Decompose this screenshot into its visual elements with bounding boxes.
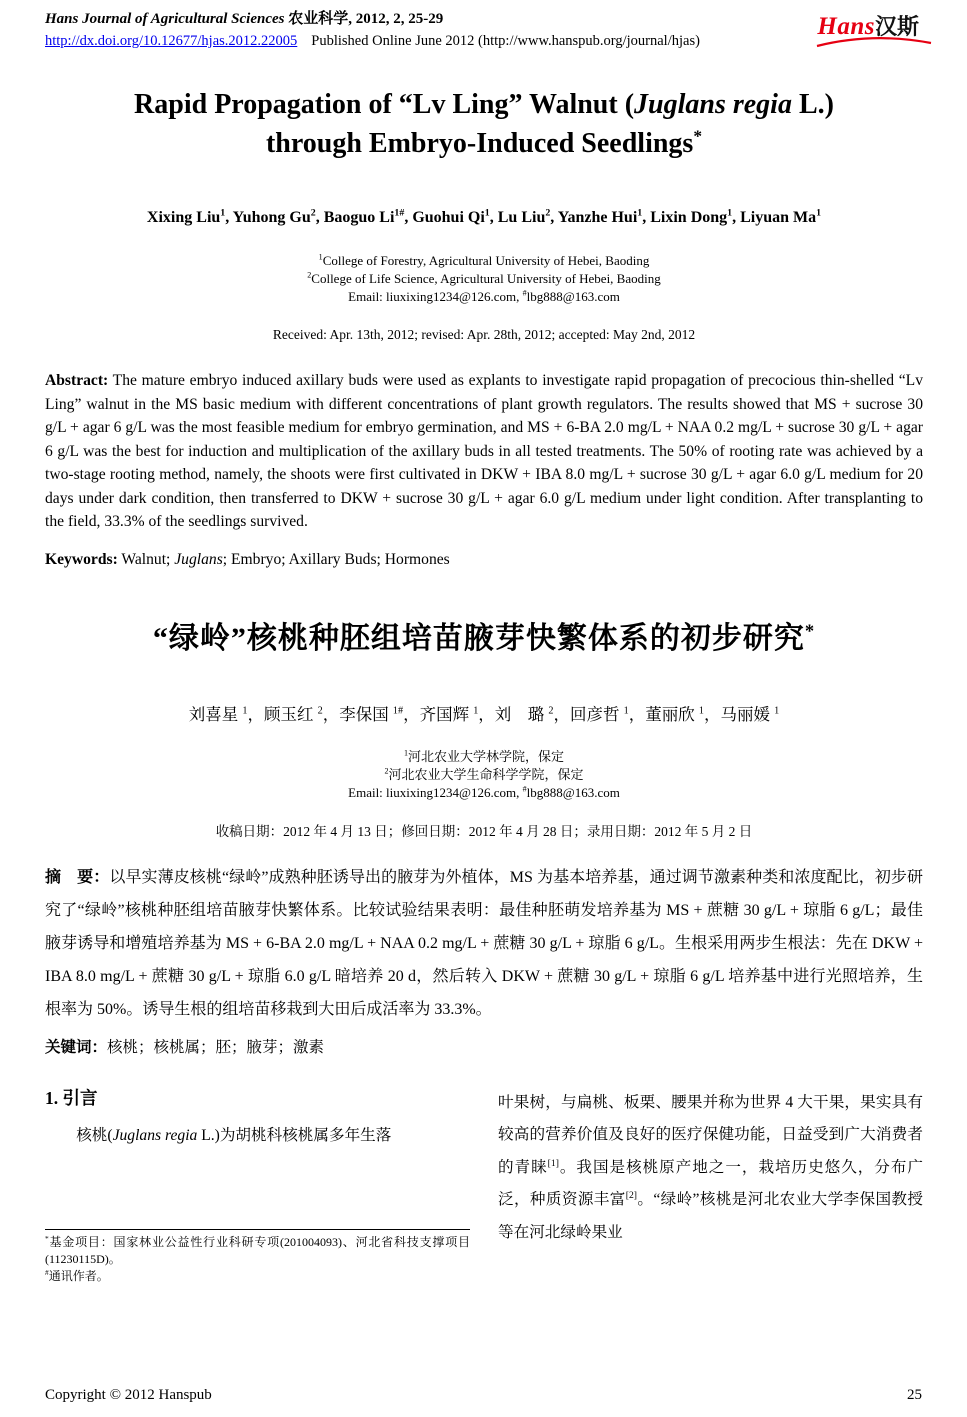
received-dates-en: Received: Apr. 13th, 2012; revised: Apr. 28th, 2012; accepted: May 2nd, 2012 (272, 327, 696, 342)
footnote-rule (45, 1229, 470, 1230)
logo-swoosh-icon (815, 37, 933, 49)
doi-link[interactable]: http://dx.doi.org/10.12677/hjas.2012.22005 (45, 33, 298, 49)
page-number: 25 (907, 1387, 922, 1403)
article-title-en: Rapid Propagation of “Lv Ling” Walnut (Juglans regia L.) through Embryo-Induced Seedlings* (134, 89, 834, 159)
logo-hanzi-text: 汉斯 (874, 14, 919, 39)
published-online-text: Published Online June 2012 (http://www.hanspub.org/journal/hjas) (311, 33, 700, 49)
page-footer (45, 1387, 922, 1404)
footnote-block (45, 1229, 470, 1285)
header-citation-block (45, 10, 700, 51)
email-line-cn: Email: liuxixing1234@126.com, #lbg888@163.com (348, 784, 620, 800)
affiliations-en (45, 252, 923, 306)
body-columns (45, 1083, 923, 1285)
received-dates-cn: 收稿日期：2012 年 4 月 13 日；修回日期：2012 年 4 月 28 日；录用日期：2012 年 5 月 2 日 (215, 823, 753, 839)
footnote-corresponding-author: #通讯作者。 (45, 1267, 109, 1283)
hanspub-logo (817, 10, 923, 41)
email-line: Email: liuxixing1234@126.com, #lbg888@163.com (348, 288, 620, 304)
affiliation-line-1: $^1$College of Forestry, Agricultural University of Hebei, Baoding (318, 252, 650, 268)
journal-citation: Hans Journal of Agricultural Sciences 农业科学, 2012, 2, 25-29 (45, 11, 444, 27)
author-list-cn: 刘喜星 $^1$，顾玉红 $^2$，李保国 $^{1\#}$，齐国辉 $^1$，刘 璐 $^2$，回彦哲 $^1$，董丽欣 $^1$，马丽媛 $^1$ (188, 704, 780, 724)
intro-paragraph-left: 核桃(Juglans regia L.)为胡桃科核桃属多年生落 (76, 1126, 392, 1144)
page-header (45, 10, 923, 51)
affiliation-cn-line-1: $^1$河北农业大学林学院，保定 (403, 748, 565, 764)
author-list-en: Xixing Liu$^1$, Yuhong Gu$^2$, Baoguo $Li^{1\#}$, Guohui Qi$^1$, Lu Liu$^2$, Yanzhe Hui$^1$, Lixin Dong$^1$, Liyuan Ma$^1$ (146, 207, 822, 226)
affiliation-line-2: $^2$College of Life Science, Agricultural University of Hebei, Baoding (307, 270, 661, 286)
keywords-cn: 关键词：核桃；核桃属；胚；腋芽；激素 (45, 1038, 325, 1056)
affiliations-cn (45, 748, 923, 802)
section-1-heading: 1. 引言 (45, 1087, 98, 1108)
copyright-text: Copyright © 2012 Hanspub (45, 1387, 212, 1403)
footnote-funding: *基金项目：国家林业公益性行业科研专项(201004093)、河北省科技支撑项目(11230115D)。 (45, 1233, 470, 1266)
affiliation-cn-line-2: $^2$河北农业大学生命科学学院，保定 (384, 766, 584, 782)
keywords-en: Keywords: Walnut; Juglans; Embryo; Axillary Buds; Hormones (45, 550, 450, 568)
article-title-cn: “绿岭”核桃种胚组培苗腋芽快繁体系的初步研究* (152, 620, 816, 655)
logo-hans-text: Hans (817, 13, 875, 40)
intro-paragraph-right: 叶果树，与扁桃、板栗、腰果并称为世界 4 大干果，果实具有较高的营养价值及良好的医疗保健功能，日益受到广大消费者的青睐[1]。我国是核桃原产地之一，栽培历史悠久，分布广泛，种质资源丰富[2]。“绿岭”核桃是河北农业大学李保国教授等在河北绿岭果业 (498, 1093, 923, 1241)
abstract-en: Abstract: The mature embryo induced axillary buds were used as explants to investigate rapid propagation of precocious thin-shelled “Lv Ling” walnut in the MS basic medium with different concentrations of plant growth regulators. The results showed that MS + sucrose 30 g/L + agar 6 g/L was the most feasible medium for embryo germination, and MS + 6-BA 2.0 mg/L + NAA 0.2 mg/L + sucrose 30 g/L + agar 6 g/L was the best for induction and multiplication of the axillary buds in all tested treatments. The 50% of rooting rate was achieved by a two-stage rooting method, namely, the shoots were first cultivated in DKW + IBA 8.0 mg/L + sucrose 30 g/L + agar 6.0 g/L medium for 20 days under dark condition, then transferred to DKW + sucrose 30 g/L + agar 6.0 g/L medium under light condition. After transplanting to the field, 33.3% of the seedlings survived. (45, 372, 923, 530)
left-column (45, 1083, 470, 1285)
right-column (498, 1083, 923, 1285)
abstract-cn: 摘 要：以早实薄皮核桃“绿岭”成熟种胚诱导出的腋芽为外植体，MS 为基本培养基，通过调节激素种类和浓度配比，初步研究了“绿岭”核桃种胚组培苗腋芽快繁体系。比较试验结果表明：最佳种胚萌发培养基为 MS + 蔗糖 30 g/L + 琼脂 6 g/L；最佳腋芽诱导和增殖培养基为 MS + 6-BA 2.0 mg/L + NAA 0.2 mg/L + 蔗糖 30 g/L + 琼脂 6 g/L。生根采用两步生根法：先在 DKW + IBA 8.0 mg/L + 蔗糖 30 g/L + 琼脂 6.0 g/L 暗培养 20 d，然后转入 DKW + 蔗糖 30 g/L + 琼脂 6 g/L 培养基中进行光照培养，生根率为 50%。诱导生根的组培苗移栽到大田后成活率为 33.3%。 (45, 868, 923, 1018)
